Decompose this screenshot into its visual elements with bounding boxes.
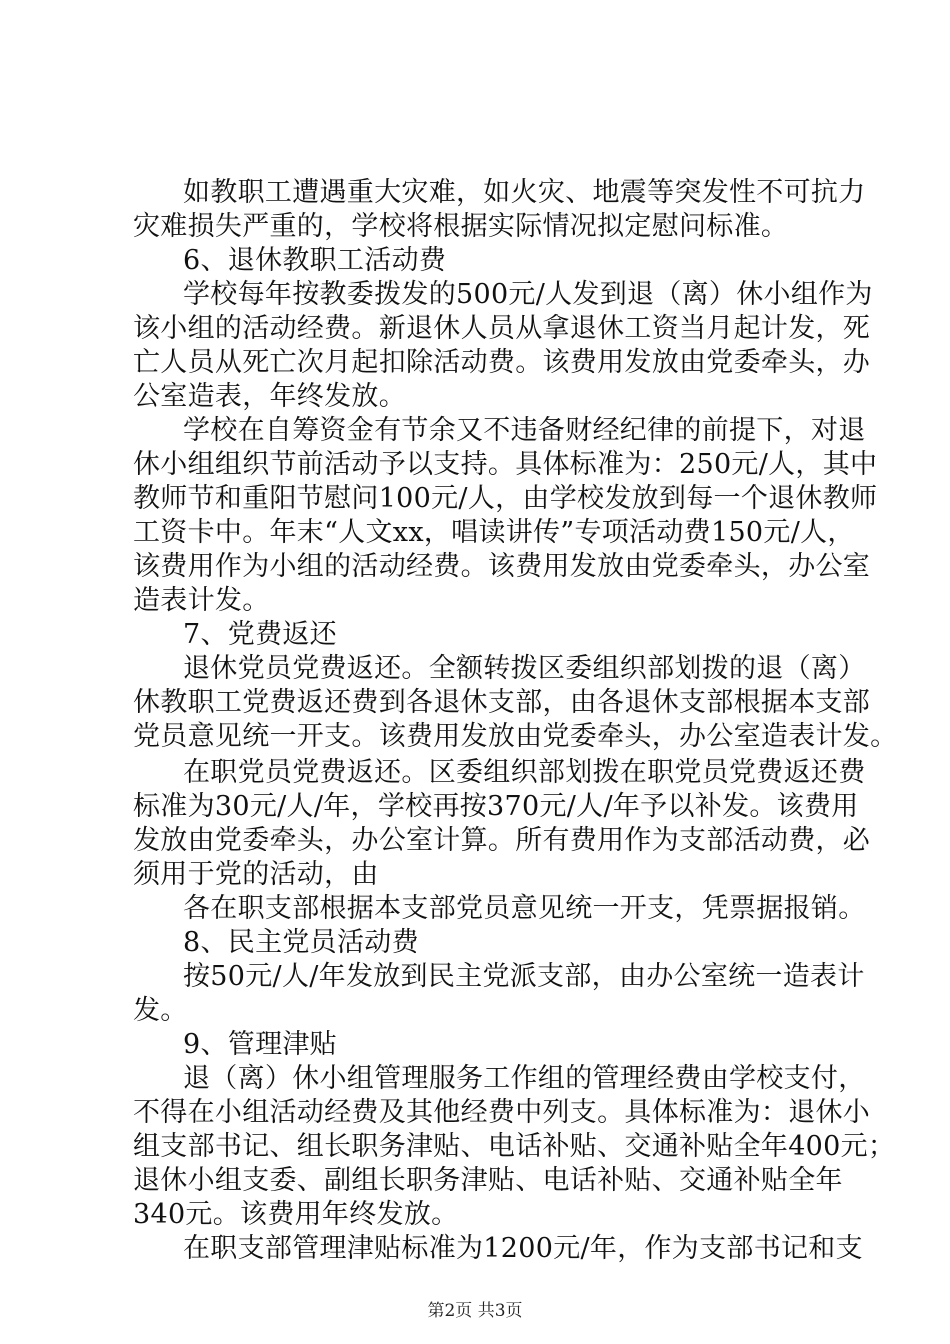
paragraph-line: 教师节和重阳节慰问100元/人，由学校发放到每一个退休教师 [133, 483, 878, 514]
paragraph-line: 须用于党的活动，由 [133, 859, 379, 890]
paragraph-line: 该费用作为小组的活动经费。该费用发放由党委牵头，办公室 [133, 551, 871, 582]
paragraph-line: 公室造表，年终发放。 [133, 381, 406, 412]
paragraph-line: 在职支部管理津贴标准为1200元/年，作为支部书记和支 [183, 1233, 863, 1264]
paragraph-line: 退休党员党费返还。全额转拨区委组织部划拨的退（离） [183, 653, 866, 684]
paragraph-line: 工资卡中。年末“人文xx，唱读讲传”专项活动费150元/人， [133, 517, 855, 548]
paragraph-line: 如教职工遭遇重大灾难，如火灾、地震等突发性不可抗力 [183, 177, 866, 208]
paragraph-line: 各在职支部根据本支部党员意见统一开支，凭票据报销。 [183, 893, 866, 924]
paragraph-line: 灾难损失严重的，学校将根据实际情况拟定慰问标准。 [133, 211, 789, 242]
section-heading: 9、管理津贴 [183, 1029, 337, 1060]
section-heading: 6、退休教职工活动费 [183, 245, 447, 276]
paragraph-line: 学校在自筹资金有节余又不违备财经纪律的前提下，对退 [183, 415, 866, 446]
paragraph-line: 党员意见统一开支。该费用发放由党委牵头，办公室造表计发。 [133, 721, 898, 752]
paragraph-line: 亡人员从死亡次月起扣除活动费。该费用发放由党委牵头，办 [133, 347, 871, 378]
paragraph-line: 标准为30元/人/年，学校再按370元/人/年予以补发。该费用 [133, 791, 859, 822]
paragraph-line: 在职党员党费返还。区委组织部划拨在职党员党费返还费 [183, 757, 866, 788]
paragraph-line: 造表计发。 [133, 585, 270, 616]
paragraph-line: 不得在小组活动经费及其他经费中列支。具体标准为：退休小 [133, 1097, 871, 1128]
paragraph-line: 按50元/人/年发放到民主党派支部，由办公室统一造表计 [183, 961, 865, 992]
page-footer: 第2页 共3页 [427, 1301, 523, 1321]
paragraph-line: 退休小组支委、副组长职务津贴、电话补贴、交通补贴全年 [133, 1165, 843, 1196]
section-heading: 7、党费返还 [183, 619, 337, 650]
paragraph-line: 学校每年按教委拨发的500元/人发到退（离）休小组作为 [183, 279, 873, 310]
paragraph-line: 该小组的活动经费。新退休人员从拿退休工资当月起计发，死 [133, 313, 871, 344]
paragraph-line: 发放由党委牵头，办公室计算。所有费用作为支部活动费，必 [133, 825, 871, 856]
paragraph-line: 发。 [133, 995, 188, 1026]
paragraph-line: 休小组组织节前活动予以支持。具体标准为：250元/人，其中 [133, 449, 878, 480]
paragraph-line: 340元。该费用年终发放。 [133, 1199, 459, 1230]
section-heading: 8、民主党员活动费 [183, 927, 419, 958]
paragraph-line: 退（离）休小组管理服务工作组的管理经费由学校支付， [183, 1063, 866, 1094]
paragraph-line: 组支部书记、组长职务津贴、电话补贴、交通补贴全年400元； [133, 1131, 896, 1162]
paragraph-line: 休教职工党费返还费到各退休支部，由各退休支部根据本支部 [133, 687, 871, 718]
